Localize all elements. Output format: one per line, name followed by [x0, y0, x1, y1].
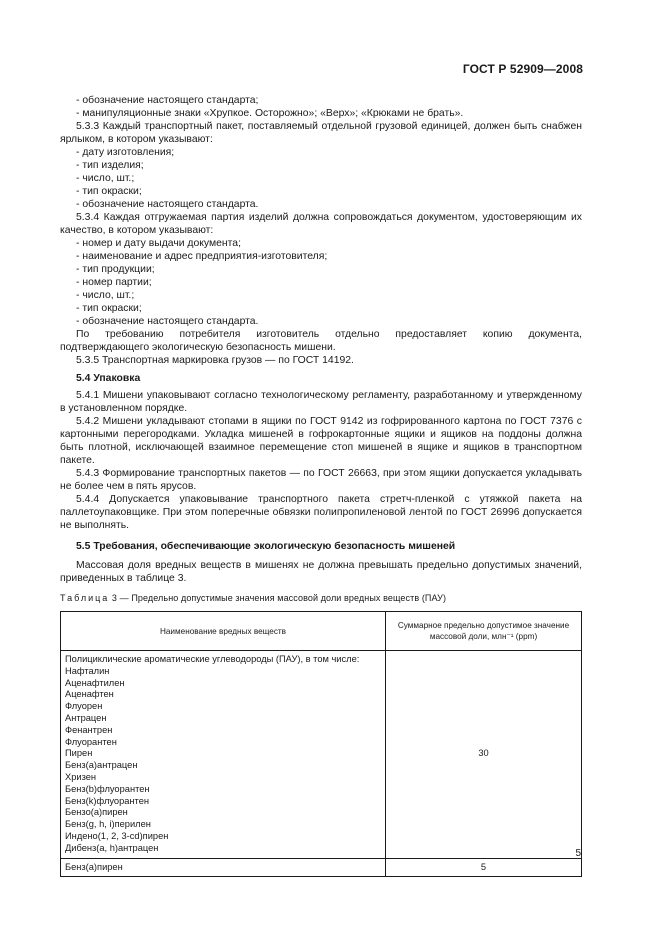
limit-value: 5 [386, 858, 582, 877]
page-number: 5 [575, 848, 581, 859]
substance-name: Флуорен [65, 701, 103, 712]
list-item: - обозначение настоящего стандарта. [76, 199, 259, 210]
section-heading-5-4: 5.4 Упаковка [76, 373, 141, 384]
list-item: - номер и дату выдачи документа; [76, 238, 241, 249]
paragraph-5-4-1: 5.4.1 Мишени упаковывают согласно технологическому регламенту, разработанному и утвержденному в установленном порядке. [60, 390, 582, 414]
document-id-header: ГОСТ Р 52909—2008 [462, 62, 583, 76]
paragraph-5-5: Массовая доля вредных веществ в мишенях не должна превышать предельно допустимых значений, приведенных в таблице 3. [60, 560, 582, 584]
substance-name: Полициклические ароматические углеводороды (ПАУ), в том числе: [65, 654, 360, 664]
list-item: - тип окраски; [76, 186, 142, 197]
list-item: - число, шт.; [76, 173, 135, 184]
paragraph-5-3-4: 5.3.4 Каждая отгружаемая партия изделий должна сопровождаться документом, удостоверяющим их качество, в котором указывают: [60, 212, 582, 236]
column-header-substance: Наименование вредных веществ [61, 612, 386, 651]
substance-name: Бенз(а)пирен [61, 858, 386, 877]
column-header-limit [386, 612, 582, 651]
substance-name: Дибенз(а, h)антрацен [65, 842, 159, 853]
table-row [61, 858, 582, 877]
list-item: - обозначение настоящего стандарта. [76, 316, 259, 327]
paragraph-5-4-4: 5.4.4 Допускается упаковывание транспортного пакета стретч-пленкой с утяжкой пакета на паллетоупаковщике. При этом поперечные обвязки полипропиленовой лентой по ГОСТ 26996 допускается не выполнять. [60, 494, 582, 531]
substance-name: Бенз(g, h, i)перилен [65, 819, 151, 830]
list-item: - дату изготовления; [76, 147, 175, 158]
table-row [61, 651, 582, 859]
substance-name: Индено(1, 2, 3-cd)пирен [65, 830, 169, 841]
substance-name: Фенантрен [65, 724, 113, 735]
substance-group-cell [61, 651, 386, 859]
section-heading-5-5: 5.5 Требования, обеспечивающие экологическую безопасность мишеней [76, 541, 456, 552]
list-item: - наименование и адрес предприятия-изготовителя; [76, 251, 328, 262]
harmful-substances-table [60, 611, 582, 877]
substance-name: Бенз(b)флуорантен [65, 783, 150, 794]
list-item: - тип изделия; [76, 160, 144, 171]
column-header-limit-line2: массовой доли, млн⁻¹ (ppm) [429, 632, 538, 641]
list-item: - число, шт.; [76, 290, 135, 301]
substance-name: Нафталин [65, 665, 110, 676]
list-item: - манипуляционные знаки «Хрупкое. Осторожно»; «Верх»; «Крюками не брать». [76, 108, 464, 119]
substance-name: Хризен [65, 771, 97, 782]
substance-name: Флуорантен [65, 736, 117, 747]
document-body [60, 94, 582, 877]
paragraph-request: По требованию потребителя изготовитель отдельно предоставляет копию документа, подтверждающего экологическую безопасность мишени. [60, 329, 582, 353]
table-header-row [61, 612, 582, 651]
substance-name: Аценафтен [65, 689, 114, 700]
list-item: - номер партии; [76, 277, 152, 288]
table-caption-text: 3 — Предельно допустимые значения массовой доли вредных веществ (ПАУ) [111, 593, 447, 603]
substance-name: Антрацен [65, 712, 107, 723]
paragraph-5-4-3: 5.4.3 Формирование транспортных пакетов — по ГОСТ 26663, при этом ящики допускается укладывать не более чем в пять ярусов. [60, 468, 582, 492]
paragraph-5-3-5: 5.3.5 Транспортная маркировка грузов — по ГОСТ 14192. [76, 355, 354, 366]
list-item: - обозначение настоящего стандарта; [76, 95, 259, 106]
substance-name: Аценафтилен [65, 677, 125, 688]
column-header-limit-line1: Суммарное предельно допустимое значение [397, 621, 570, 630]
substance-name: Бензо(а)пирен [65, 807, 128, 818]
paragraph-5-3-3: 5.3.3 Каждый транспортный пакет, поставляемый отдельной грузовой единицей, должен быть снабжен ярлыком, в котором указывают: [60, 121, 582, 145]
substance-name: Бенз(а)антрацен [65, 760, 138, 771]
list-item: - тип окраски; [76, 303, 142, 314]
paragraph-5-4-2: 5.4.2 Мишени укладывают стопами в ящики по ГОСТ 9142 из гофрированного картона по ГОСТ 7376 с картонными перегородками. Укладка мишеней в гофрокартонные ящики и ящиков на поддоны должна быть плотной, исключающей взаимное перемещение стоп мишеней в ящике и ящиков в транспортном пакете. [60, 416, 582, 466]
substance-name: Бенз(k)флуорантен [65, 795, 150, 806]
substance-name: Пирен [65, 748, 93, 759]
group-limit-value: 30 [386, 651, 582, 859]
list-item: - тип продукции; [76, 264, 155, 275]
table-caption-word: Таблица [60, 593, 110, 603]
table-caption [60, 592, 582, 605]
